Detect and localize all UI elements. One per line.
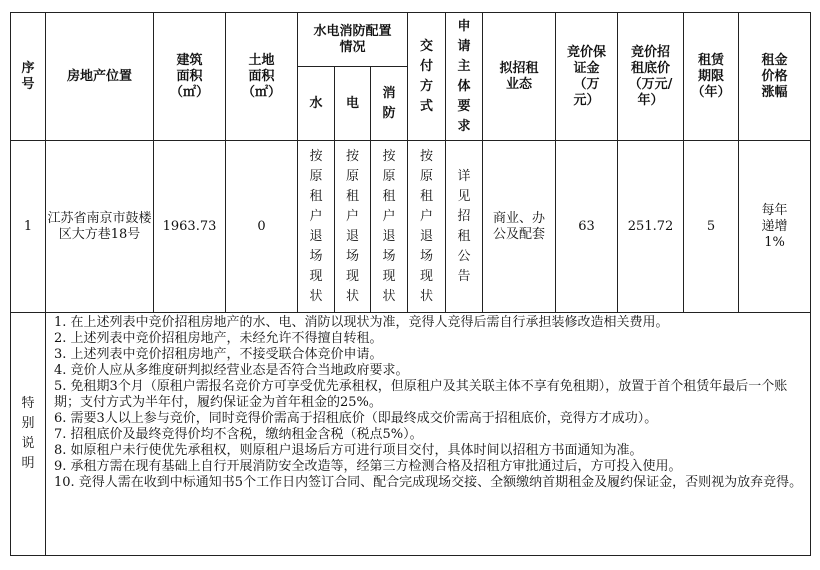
header-lease-term: 租赁 期限 （年）	[684, 13, 739, 141]
cell-fire: 按原租户退场现状	[371, 141, 408, 313]
header-location: 房地产位置	[46, 13, 154, 141]
header-utilities: 水电消防配置 情况	[298, 13, 408, 67]
rental-listing-table	[10, 12, 811, 556]
cell-rent-increase: 每年 递增 1%	[739, 141, 811, 313]
header-electricity: 电	[335, 67, 371, 141]
header-land-area: 土地 面积 （㎡）	[226, 13, 298, 141]
note-item: 6. 需要3人以上参与竞价，同时竞得价需高于招租底价（即最终成交价需高于招租底价，竞得方才成功）。	[54, 411, 658, 426]
cell-land-area: 0	[226, 141, 298, 313]
note-item: 2. 上述列表中竞价招租房地产，未经允许不得擅自转租。	[54, 331, 383, 346]
header-reserve-price: 竞价招 租底价 （万元/ 年）	[618, 13, 684, 141]
header-rent-increase: 租金 价格 涨幅	[739, 13, 811, 141]
cell-building-area: 1963.73	[154, 141, 226, 313]
cell-seq: 1	[11, 141, 46, 313]
cell-lease-term: 5	[684, 141, 739, 313]
cell-deposit: 63	[556, 141, 618, 313]
cell-location: 江苏省南京市鼓楼区大方巷18号	[46, 141, 154, 313]
cell-applicant: 详见招租公告	[446, 141, 483, 313]
cell-water: 按原租户退场现状	[298, 141, 335, 313]
cell-business: 商业、办 公及配套	[483, 141, 556, 313]
header-delivery: 交付方式	[408, 13, 446, 141]
note-item: 9. 承租方需在现有基础上自行开展消防安全改造等，经第三方检测合格及招租方审批通过后，方可投入使用。	[54, 459, 682, 474]
cell-electricity: 按原租户退场现状	[335, 141, 371, 313]
note-item: 1. 在上述列表中竞价招租房地产的水、电、消防以现状为准，竞得人竞得后需自行承担装修改造相关费用。	[54, 315, 669, 330]
header-building-area: 建筑 面积 （㎡）	[154, 13, 226, 141]
note-item: 8. 如原租户未行使优先承租权，则原租户退场后方可进行项目交付，具体时间以招租方书面通知为准。	[54, 443, 643, 458]
notes-label: 特别说明	[11, 313, 46, 556]
note-item: 5. 免租期3个月（原租户需报名竞价方可享受优先承租权，但原租户及其关联主体不享有免租期），放置于首个租赁年最后一个账期；支付方式为半年付，履约保证金为首年租金的25%。	[54, 379, 788, 410]
note-item: 7. 招租底价及最终竞得价均不含税，缴纳租金含税（税点5%）。	[54, 427, 423, 442]
notes-cell	[46, 313, 811, 556]
header-seq: 序 号	[11, 13, 46, 141]
note-item: 4. 竞价人应从多维度研判拟经营业态是否符合当地政府要求。	[54, 363, 409, 378]
table-row	[11, 141, 811, 313]
cell-delivery: 按原租户退场现状	[408, 141, 446, 313]
header-deposit: 竞价保 证金 （万 元）	[556, 13, 618, 141]
note-item: 3. 上述列表中竞价招租房地产，不接受联合体竞价申请。	[54, 347, 383, 362]
header-applicant: 申请主体要求	[446, 13, 483, 141]
header-water: 水	[298, 67, 335, 141]
header-fire: 消防	[371, 67, 408, 141]
note-item: 10. 竞得人需在收到中标通知书5个工作日内签订合同、配合完成现场交接、全额缴纳首期租金及履约保证金，否则视为放弃竞得。	[54, 475, 803, 490]
cell-reserve-price: 251.72	[618, 141, 684, 313]
header-business: 拟招租 业态	[483, 13, 556, 141]
